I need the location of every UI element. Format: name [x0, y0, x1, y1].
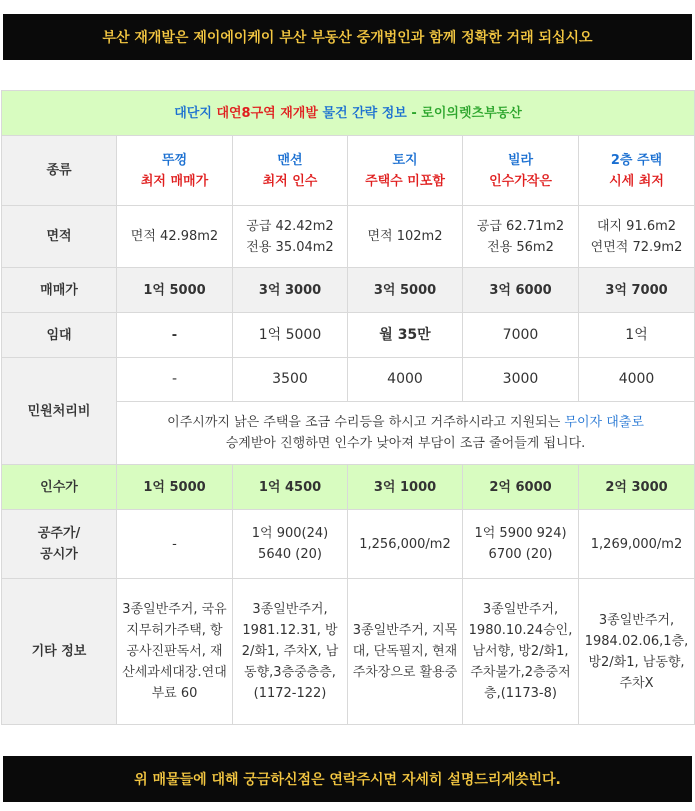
- area-cell: [463, 206, 579, 268]
- public-price-line-1: -: [172, 536, 177, 552]
- public-price-line-2: 6700 (20): [488, 547, 553, 562]
- fee-note-text-2: 승계받아 진행하면 인수가 낮아져 부담이 조금 줄어들게 됩니다.: [225, 436, 586, 451]
- rent-cell: 1억: [579, 313, 695, 358]
- rent-label: 임대: [2, 313, 117, 358]
- takeover-label: 인수가: [2, 465, 117, 510]
- public-price-row: [2, 510, 695, 579]
- bottom-banner-text: 위 매물들에 대해 궁금하신점은 연락주시면 자세히 설명드리게씃빈다.: [134, 772, 561, 788]
- area-line-1: 면적 102m2: [367, 229, 443, 244]
- type-note: 시세 최저: [609, 173, 664, 189]
- public-price-cell: [579, 510, 695, 579]
- public-price-cell: [463, 510, 579, 579]
- type-note: 주택수 미포함: [365, 173, 445, 189]
- table-caption-row: [2, 91, 695, 136]
- type-cell: [233, 136, 348, 206]
- rent-cell: -: [117, 313, 233, 358]
- fee-cell: 4000: [348, 358, 463, 402]
- public-price-label: [2, 510, 117, 579]
- etc-cell: 3종일반주거, 1981.12.31, 방2/화1, 주차X, 남동향,3층중층층, (1172-122): [233, 579, 348, 725]
- fee-note: [117, 402, 695, 465]
- table-caption: [2, 91, 695, 136]
- rent-cell: 1억 5000: [233, 313, 348, 358]
- fee-cell: 3500: [233, 358, 348, 402]
- sale-price-cell: 3억 5000: [348, 268, 463, 313]
- takeover-cell: 2억 3000: [579, 465, 695, 510]
- type-note: 최저 인수: [262, 173, 318, 189]
- area-line-2: 전용 56m2: [487, 239, 554, 255]
- caption-area: 대연8구역 재개발: [216, 105, 318, 121]
- public-price-label-1: 공주가/: [37, 526, 81, 541]
- caption-agency: - 로이의렛츠부동산: [406, 105, 522, 121]
- public-price-cell: [117, 510, 233, 579]
- area-label: 면적: [2, 206, 117, 268]
- fee-label: 민원처리비: [2, 358, 117, 465]
- public-price-cell: [233, 510, 348, 579]
- sale-price-cell: 3억 3000: [233, 268, 348, 313]
- type-name: 빌라: [507, 152, 534, 168]
- public-price-line-1: 1억 900(24): [251, 526, 329, 541]
- top-banner-text: 부산 재개발은 제이에이케이 부산 부동산 중개법인과 함께 정확한 거래 되십시오: [102, 30, 593, 46]
- etc-cell: 3종일반주거, 국유지무허가주택, 항공사진판독서, 재산세과세대장.연대부료 60: [117, 579, 233, 725]
- takeover-row: [2, 465, 695, 510]
- area-row: [2, 206, 695, 268]
- type-note: 최저 매매가: [140, 173, 209, 189]
- public-price-cell: [348, 510, 463, 579]
- top-banner: [3, 14, 692, 60]
- takeover-cell: 2억 6000: [463, 465, 579, 510]
- property-info-table: [1, 90, 695, 725]
- etc-cell: 3종일반주거, 1980.10.24승인, 남서향, 방2/화1, 주차불가,2층중저층,(1173-8): [463, 579, 579, 725]
- area-line-1: 대지 91.6m2: [596, 218, 677, 234]
- takeover-cell: 3억 1000: [348, 465, 463, 510]
- fee-cell: 4000: [579, 358, 695, 402]
- etc-label: 기타 정보: [2, 579, 117, 725]
- area-cell: [117, 206, 233, 268]
- public-price-label-2: 공시가: [40, 547, 78, 562]
- rent-cell: 7000: [463, 313, 579, 358]
- sale-price-row: [2, 268, 695, 313]
- type-name: 2층 주택: [610, 152, 663, 168]
- caption-title: 물건 간략 정보: [317, 105, 407, 121]
- fee-cell: -: [117, 358, 233, 402]
- sale-price-cell: 1억 5000: [117, 268, 233, 313]
- type-row: [2, 136, 695, 206]
- area-line-1: 공급 62.71m2: [476, 218, 565, 234]
- type-cell: [117, 136, 233, 206]
- fee-row: [2, 358, 695, 402]
- type-cell: [463, 136, 579, 206]
- area-line-2: 연면적 72.9m2: [590, 239, 683, 255]
- etc-cell: 3종일반주거, 1984.02.06,1층, 방2/화1, 남동향, 주차X: [579, 579, 695, 725]
- caption-prefix: 대단지: [174, 105, 217, 121]
- type-name: 맨션: [277, 152, 303, 168]
- public-price-line-1: 1,269,000/m2: [590, 536, 683, 552]
- public-price-line-1: 1,256,000/m2: [359, 536, 451, 552]
- area-cell: [233, 206, 348, 268]
- rent-row: [2, 313, 695, 358]
- fee-note-highlight: 무이자 대출로: [564, 415, 644, 430]
- type-name: 뚜껑: [161, 152, 188, 168]
- public-price-line-1: 1억 5900 924): [474, 526, 567, 541]
- area-cell: [579, 206, 695, 268]
- bottom-banner: [3, 756, 692, 802]
- type-note: 인수가작은: [489, 173, 552, 189]
- etc-row: [2, 579, 695, 725]
- sale-price-label: 매매가: [2, 268, 117, 313]
- rent-cell: 월 35만: [348, 313, 463, 358]
- public-price-line-2: 5640 (20): [258, 547, 322, 562]
- type-label: 종류: [2, 136, 117, 206]
- takeover-cell: 1억 4500: [233, 465, 348, 510]
- takeover-cell: 1억 5000: [117, 465, 233, 510]
- type-name: 토지: [392, 152, 418, 168]
- area-cell: [348, 206, 463, 268]
- etc-cell: 3종일반주거, 지목 대, 단독필지, 현재 주차장으로 활용중: [348, 579, 463, 725]
- fee-note-text: 이주시까지 낡은 주택을 조금 수리등을 하시고 거주하시라고 지원되는: [167, 415, 565, 430]
- area-line-2: 전용 35.04m2: [246, 239, 334, 255]
- fee-cell: 3000: [463, 358, 579, 402]
- area-line-1: 공급 42.42m2: [246, 218, 334, 234]
- area-line-1: 면적 42.98m2: [130, 229, 219, 244]
- type-cell: [579, 136, 695, 206]
- sale-price-cell: 3억 6000: [463, 268, 579, 313]
- sale-price-cell: 3억 7000: [579, 268, 695, 313]
- type-cell: [348, 136, 463, 206]
